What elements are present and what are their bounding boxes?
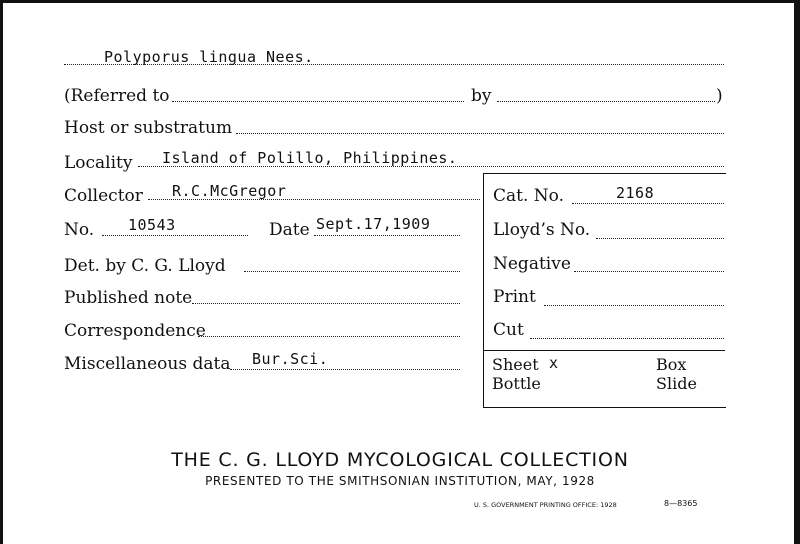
negative-label: Negative <box>493 254 571 274</box>
correspondence-line <box>198 336 460 337</box>
misc-data-value: Bur.Sci. <box>252 350 329 368</box>
sheet-mark: x <box>549 354 559 372</box>
cut-label: Cut <box>493 320 524 340</box>
print-line <box>544 305 724 306</box>
published-note-line <box>192 303 460 304</box>
by-line <box>497 101 715 102</box>
by-label: by <box>471 86 492 106</box>
cat-no-value: 2168 <box>616 184 655 202</box>
det-by-label: Det. by C. G. Lloyd <box>64 256 226 276</box>
box-label: Box <box>656 355 687 374</box>
host-line <box>236 133 724 134</box>
collector-label: Collector <box>64 186 143 206</box>
slide-label: Slide <box>656 374 697 393</box>
collector-value: R.C.McGregor <box>172 182 287 200</box>
collection-title: THE C. G. LLOYD MYCOLOGICAL COLLECTION <box>171 449 629 471</box>
cat-no-label: Cat. No. <box>493 186 564 206</box>
misc-data-label: Miscellaneous data <box>64 354 231 374</box>
correspondence-label: Correspondence <box>64 321 206 341</box>
misc-data-line <box>230 369 460 370</box>
sheet-label: Sheet <box>492 355 539 374</box>
host-label: Host or substratum <box>64 118 233 138</box>
cut-line <box>530 338 724 339</box>
cat-no-line <box>572 203 724 204</box>
number-value: 10543 <box>128 216 176 234</box>
printing-office-note: U. S. GOVERNMENT PRINTING OFFICE: 1928 <box>474 501 617 509</box>
species-name: Polyporus lingua Nees. <box>104 48 314 66</box>
locality-label: Locality <box>64 153 133 173</box>
number-line <box>102 235 248 236</box>
form-number: 8—8365 <box>664 499 698 508</box>
lloyds-no-label: Lloyd’s No. <box>493 220 591 240</box>
date-line <box>314 235 460 236</box>
locality-value: Island of Polillo, Philippines. <box>162 149 458 167</box>
referred-label: (Referred to <box>64 86 170 106</box>
catalog-box-divider <box>483 350 725 351</box>
number-label: No. <box>64 220 95 240</box>
det-by-line <box>244 271 460 272</box>
lloyds-no-line <box>596 238 724 239</box>
scan-border-top <box>0 0 800 3</box>
negative-line <box>574 271 724 272</box>
bottle-label: Bottle <box>492 374 541 393</box>
collection-subtitle: PRESENTED TO THE SMITHSONIAN INSTITUTION, MAY, 1928 <box>205 474 595 488</box>
close-paren: ) <box>716 86 723 106</box>
date-label: Date <box>269 220 310 240</box>
print-label: Print <box>493 287 536 307</box>
date-value: Sept.17,1909 <box>316 215 431 233</box>
published-note-label: Published note <box>64 288 193 308</box>
referred-line <box>172 101 464 102</box>
